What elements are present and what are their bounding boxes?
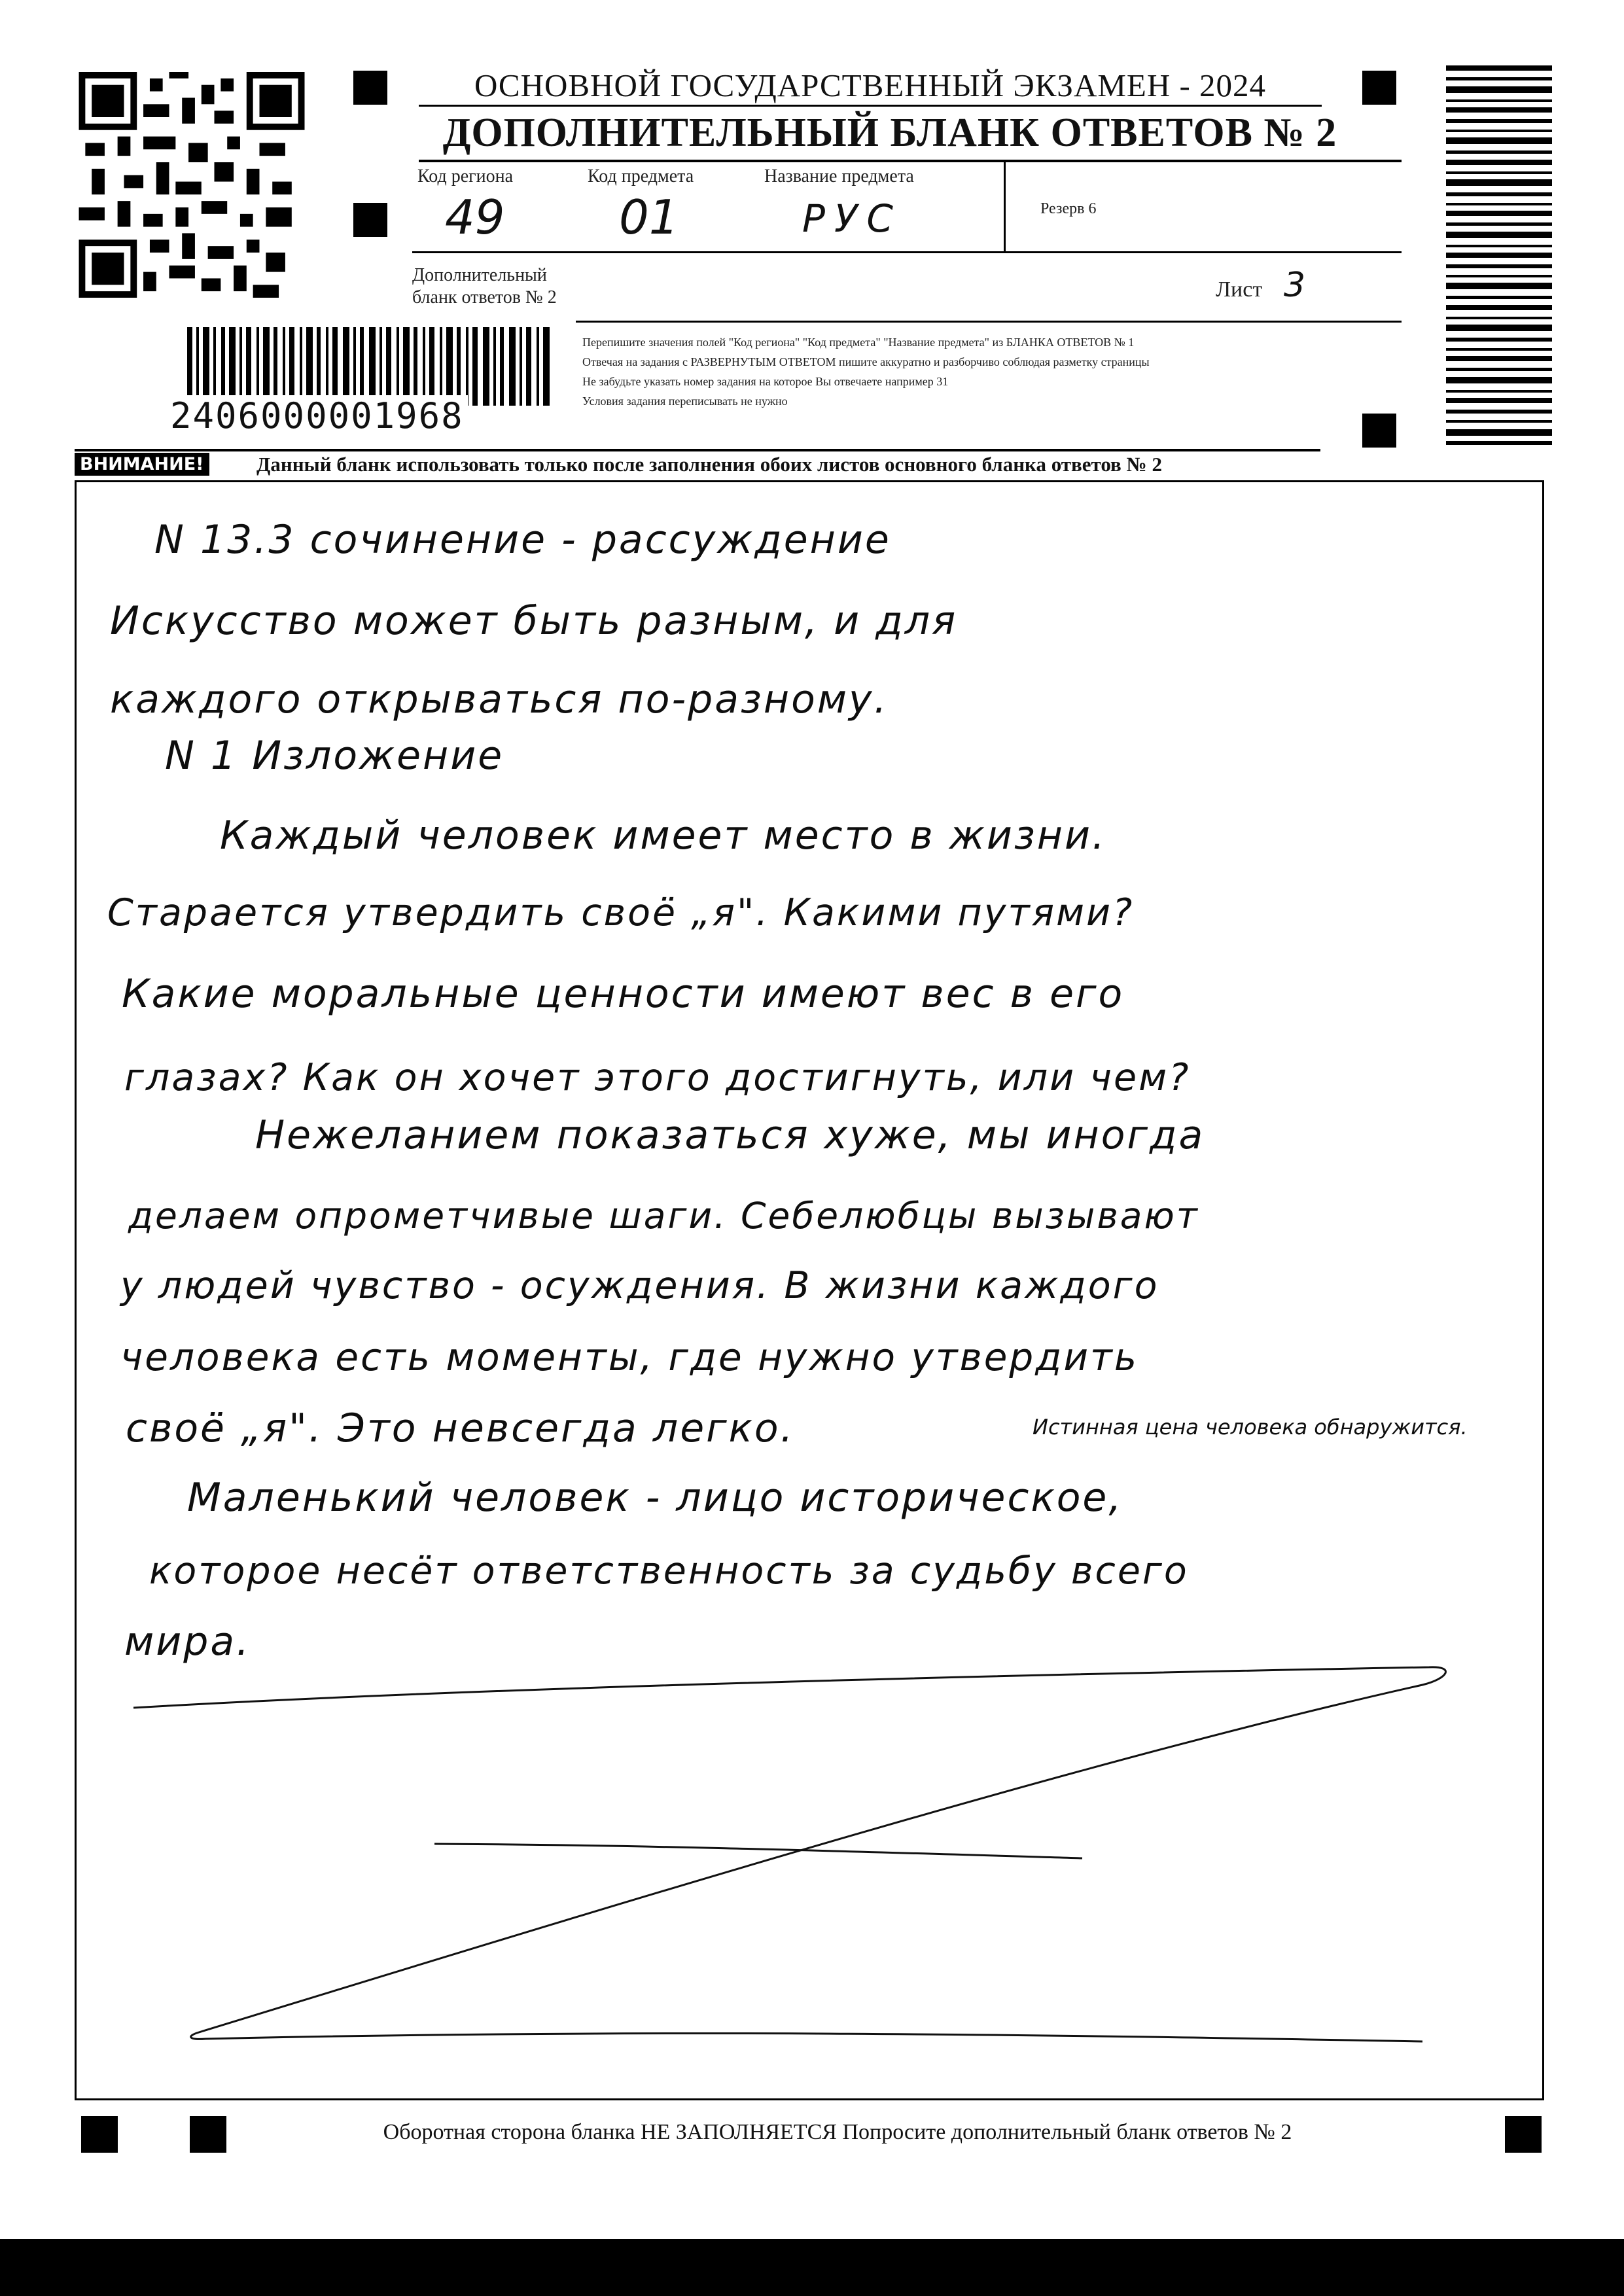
answer-line: своё „я". Это невсегда легко. [126,1405,795,1451]
qr-code [77,72,306,298]
answer-line: Каждый человек имеет место в жизни. [220,813,1107,858]
side-barcode [1446,65,1552,445]
answer-line: мира. [124,1619,251,1665]
divider [412,251,1402,253]
answer-line: человека есть моменты, где нужно утвердить [120,1335,1139,1379]
subject-code-value: 01 [619,190,679,245]
reserve-label: Резерв 6 [1040,200,1097,217]
answer-line: которое несёт ответственность за судьбу всего [149,1549,1189,1593]
answer-line: Искусство может быть разным, и для [110,598,958,644]
region-label: Код региона [417,166,514,186]
sheet-value: 3 [1284,266,1306,305]
registration-mark [190,2116,226,2153]
answer-line: у людей чувство - осуждения. В жизни каждого [120,1264,1159,1307]
answer-line: N 1 Изложение [165,733,504,779]
form-title: ДОПОЛНИТЕЛЬНЫЙ БЛАНК ОТВЕТОВ № 2 [442,111,1337,155]
answer-line: глазах? Как он хочет этого достигнуть, или чем? [124,1056,1191,1099]
registration-mark [1505,2116,1542,2153]
registration-mark [353,203,387,237]
instruction-line: Перепишите значения полей "Код региона" "Код предмета" "Название предмета" из БЛАНКА ОТВЕТОВ № 1 [582,336,1135,349]
answer-line: каждого открываться по-разному. [110,677,889,722]
answer-line: Маленький человек - лицо историческое, [187,1475,1123,1521]
exam-title: ОСНОВНОЙ ГОСУДАРСТВЕННЫЙ ЭКЗАМЕН - 2024 [474,67,1267,103]
warning-tag: ВНИМАНИЕ! [75,453,209,476]
instruction-line: Условия задания переписывать не нужно [582,395,788,408]
addl-label [412,264,557,309]
barcode-number: 2406000001968 [166,395,468,436]
field-divider [1004,162,1006,251]
divider [576,321,1402,323]
registration-mark [1362,71,1396,105]
scan-edge [0,2239,1624,2296]
addl-label-line2: бланк ответов № 2 [412,287,557,308]
subject-code-label: Код предмета [588,166,694,186]
warning-text: Данный бланк использовать только после заполнения обоих листов основного бланка ответов № 2 [256,453,1162,476]
registration-mark [353,71,387,105]
subject-name-label: Название предмета [764,166,914,186]
crossout-mark [75,1649,1540,2055]
answer-line: Нежеланием показаться хуже, мы иногда [255,1112,1205,1158]
instruction-line: Не забудьте указать номер задания на которое Вы отвечаете например 31 [582,375,949,388]
subject-name-value: РУС [802,196,902,241]
sheet-label: Лист [1216,277,1263,302]
answer-line: Старается утвердить своё „я". Какими путями? [107,891,1135,934]
region-value: 49 [445,190,505,245]
addl-label-line1: Дополнительный [412,265,547,285]
footer-note: Оборотная сторона бланка НЕ ЗАПОЛНЯЕТСЯ Попросите дополнительный бланк ответов № 2 [383,2120,1292,2144]
instructions [582,332,1400,411]
instruction-line: Отвечая на задания с РАЗВЕРНУТЫМ ОТВЕТОМ пишите аккуратно и разборчиво соблюдая разметку страницы [582,355,1150,368]
answer-line: Какие моральные ценности имеют вес в его [122,971,1125,1017]
registration-mark [1362,414,1396,448]
answer-line: N 13.3 сочинение - рассуждение [154,517,891,563]
divider [75,449,1320,451]
answer-line: Истинная цена человека обнаружится. [1033,1415,1468,1439]
registration-mark [81,2116,118,2153]
form-barcode [187,327,554,406]
divider [419,105,1322,107]
divider [419,160,1402,162]
answer-line: делаем опрометчивые шаги. Себелюбцы вызывают [128,1195,1199,1237]
